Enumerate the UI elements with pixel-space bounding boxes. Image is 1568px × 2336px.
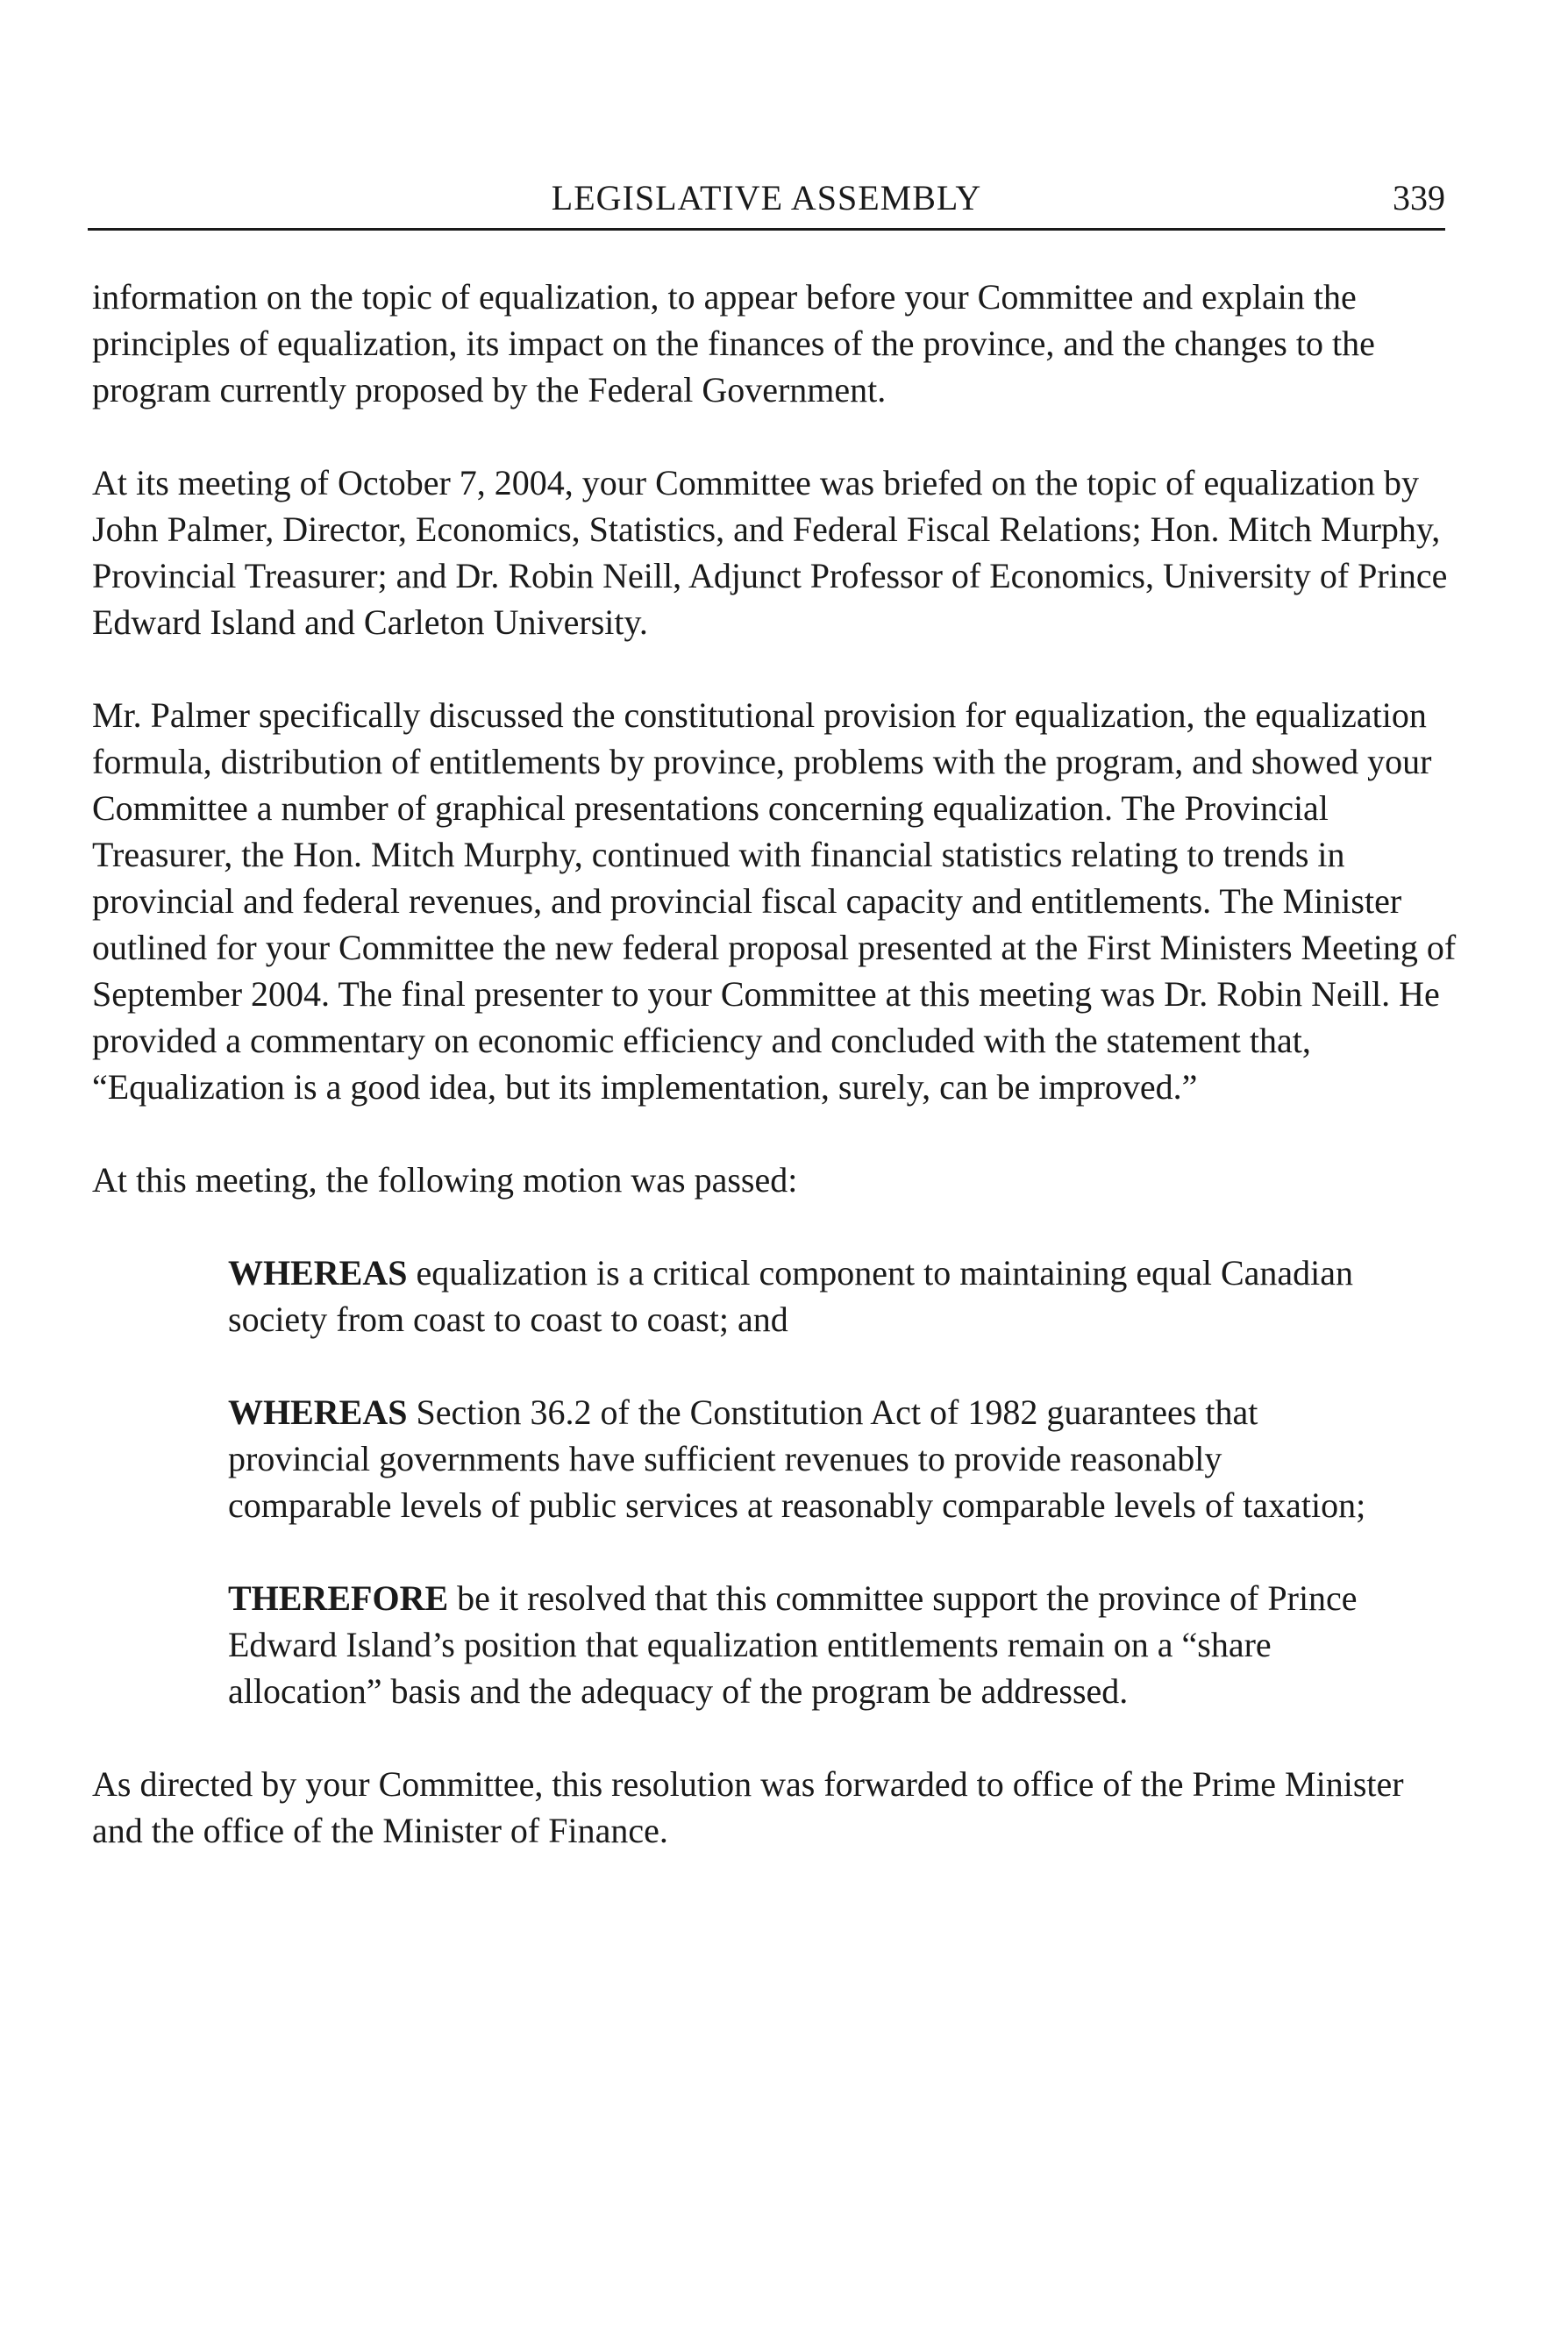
resolution-clause (228, 1575, 1368, 1714)
running-head-title: LEGISLATIVE ASSEMBLY (551, 178, 982, 217)
resolution-keyword: WHEREAS (228, 1253, 408, 1293)
resolution-clause-text: Section 36.2 of the Constitution Act of 1982 guarantees that provincial governments have sufficient revenues to provide reasonably comparable levels of public services at reasonably comparable levels of taxation; (228, 1392, 1366, 1525)
resolution-clause-text: be it resolved that this committee support the province of Prince Edward Island’s position that equalization entitlements remain on a “share allocation” basis and the adequacy of the program be addressed. (228, 1578, 1358, 1711)
paragraph-october-meeting: At its meeting of October 7, 2004, your Committee was briefed on the topic of equalization by John Palmer, Director, Economics, Statistics, and Federal Fiscal Relations; Hon. Mitch Murphy, Provincial Treasurer; and Dr. Robin Neill, Adjunct Professor of Economics, University of Prince Edward Island and Carleton University. (92, 463, 1448, 642)
resolution-keyword: WHEREAS (228, 1392, 408, 1432)
paragraph-motion-intro: At this meeting, the following motion was passed: (92, 1160, 798, 1200)
resolution-clause (228, 1250, 1368, 1342)
resolution-clause-text: equalization is a critical component to maintaining equal Canadian society from coast to coast to coast; and (228, 1253, 1354, 1339)
resolution-block (228, 1250, 1368, 1714)
page-header (88, 175, 1445, 231)
paragraph-presentations: Mr. Palmer specifically discussed the constitutional provision for equalization, the equalization formula, distribution of entitlements by province, problems with the program, and showed your Committee a number of graphical presentations concerning equalization. The Provincial Treasurer, the Hon. Mitch Murphy, continued with financial statistics relating to trends in provincial and federal revenues, and provincial fiscal capacity and entitlements. The Minister outlined for your Committee the new federal proposal presented at the First Ministers Meeting of September 2004. The final presenter to your Committee at this meeting was Dr. Robin Neill. He provided a commentary on economic efficiency and concluded with the statement that, “Equalization is a good idea, but its implementation, surely, can be improved.” (92, 695, 1457, 1107)
resolution-keyword: THEREFORE (228, 1578, 449, 1618)
resolution-clause (228, 1389, 1368, 1528)
page-number: 339 (1393, 178, 1445, 217)
document-body (92, 274, 1460, 1854)
paragraph-equalization-topic: information on the topic of equalization, to appear before your Committee and explain the principles of equalization, its impact on the finances of the province, and the changes to the program currently proposed by the Federal Government. (92, 277, 1375, 410)
paragraph-closing: As directed by your Committee, this resolution was forwarded to office of the Prime Minister and the office of the Minister of Finance. (92, 1764, 1404, 1850)
